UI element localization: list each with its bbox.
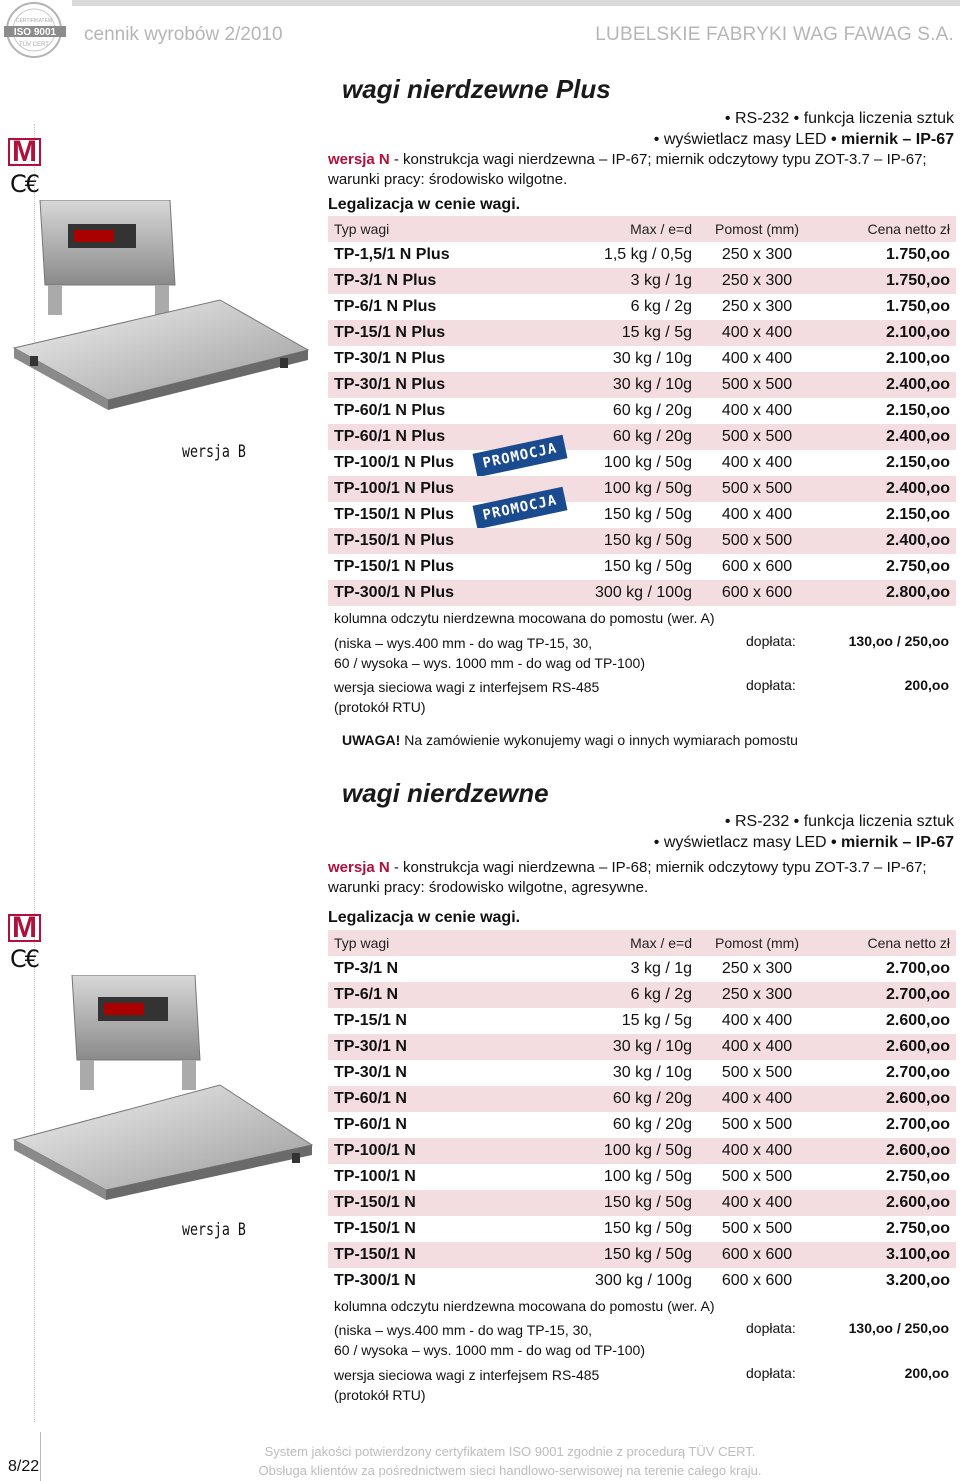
feature-miernik: • miernik – IP-67 xyxy=(831,131,954,148)
note-network xyxy=(334,1365,599,1405)
features-line2 xyxy=(654,131,954,149)
cell-price: 2.400,oo xyxy=(822,372,956,398)
note-line-a: (niska – wys.400 mm - do wag TP-15, 30, xyxy=(334,635,593,651)
cell-platform: 400 x 400 xyxy=(692,1086,822,1112)
header-max: Max / e=d xyxy=(564,216,692,242)
table-row xyxy=(328,372,956,398)
table-row xyxy=(328,242,956,268)
description-text: - konstrukcja wagi nierdzewna – IP-67; miernik odczytowy typu ZOT-3.7 – IP-67; warunki pracy: środowisko wilgotne. xyxy=(328,151,927,188)
cell-price: 1.750,oo xyxy=(885,246,950,263)
cell-platform: 400 x 400 xyxy=(721,506,793,523)
promo-badge: PROMOCJA xyxy=(473,487,568,530)
table-row xyxy=(328,268,956,294)
cell-type: TP-3/1 N xyxy=(334,960,399,977)
header-platform: Pomost (mm) xyxy=(692,216,822,242)
iso-9001-seal-icon xyxy=(0,0,70,60)
note-line-a: wersja sieciowa wagi z interfejsem RS-485 xyxy=(334,1367,600,1383)
cell-type: TP-60/1 N xyxy=(334,1116,407,1133)
type-text: TP-150/1 N Plus xyxy=(334,506,455,523)
cell-price: 2.700,oo xyxy=(885,1064,950,1081)
type-text: TP-100/1 N Plus xyxy=(334,454,455,471)
cell-max: 150 kg / 50g xyxy=(564,1190,692,1216)
table-row xyxy=(328,580,956,606)
cell-type: TP-100/1 N Plus xyxy=(328,476,564,502)
cell-max: 150 kg / 50g xyxy=(603,558,692,575)
legalization-note: Legalizacja w cenie wagi. xyxy=(328,909,521,926)
table-row xyxy=(328,450,956,476)
cell-max: 1,5 kg / 0,5g xyxy=(603,246,692,263)
cell-max: 60 kg / 20g xyxy=(564,424,692,450)
surcharge-price: 200,oo xyxy=(904,677,949,693)
cell-max: 300 kg / 100g xyxy=(595,1272,692,1289)
cell-max: 15 kg / 5g xyxy=(564,320,692,346)
table-row xyxy=(328,294,956,320)
cell-type: TP-150/1 N xyxy=(334,1220,416,1237)
cell-platform: 500 x 500 xyxy=(721,1168,793,1185)
surcharge-price: 200,oo xyxy=(904,1365,949,1381)
cell-price: 1.750,oo xyxy=(822,268,956,294)
iso-line3: TÜV CERT xyxy=(19,42,49,48)
cell-price: 2.700,oo xyxy=(885,1116,950,1133)
cell-platform: 500 x 500 xyxy=(692,424,822,450)
metrology-m-icon: M xyxy=(8,137,36,167)
description-text: - konstrukcja wagi nierdzewna – IP-68; miernik odczytowy typu ZOT-3.7 – IP-67; warunki pracy: środowisko wilgotne, agresywne. xyxy=(328,859,927,896)
cell-type: TP-30/1 N xyxy=(334,1064,407,1081)
cell-platform: 250 x 300 xyxy=(721,960,793,977)
table-row xyxy=(328,1008,956,1034)
cell-platform: 600 x 600 xyxy=(721,558,793,575)
cell-type: TP-3/1 N Plus xyxy=(328,268,564,294)
feature-miernik: • miernik – IP-67 xyxy=(831,834,954,851)
cell-max: 30 kg / 10g xyxy=(564,1034,692,1060)
cell-price: 2.100,oo xyxy=(885,350,950,367)
scale-image xyxy=(10,975,315,1200)
table-row xyxy=(328,1060,956,1086)
cell-type: TP-150/1 N Plus xyxy=(334,558,455,575)
cell-max: 60 kg / 20g xyxy=(612,402,692,419)
note-line-b: 60 / wysoka – wys. 1000 mm - do wag od TP-100) xyxy=(334,655,645,671)
table-row xyxy=(328,502,956,528)
features-line1: • RS-232 • funkcja liczenia sztuk xyxy=(724,813,954,830)
version-b-label: wersja B xyxy=(182,1220,246,1240)
cell-price: 2.700,oo xyxy=(885,960,950,977)
cell-platform: 250 x 300 xyxy=(721,298,793,315)
feature-led: • wyświetlacz masy LED xyxy=(653,834,827,851)
cell-price: 3.100,oo xyxy=(822,1242,956,1268)
cell-price: 2.150,oo xyxy=(885,454,950,471)
cell-type: TP-300/1 N Plus xyxy=(328,580,564,606)
cell-price: 3.200,oo xyxy=(885,1272,950,1289)
cell-price: 2.600,oo xyxy=(822,1086,956,1112)
cell-type: TP-100/1 N xyxy=(328,1138,564,1164)
surcharge-price: 130,oo / 250,oo xyxy=(848,1320,949,1336)
cell-price: 2.150,oo xyxy=(885,402,950,419)
note-column-height xyxy=(334,633,645,673)
cell-platform: 600 x 600 xyxy=(721,1272,793,1289)
cell-max: 30 kg / 10g xyxy=(612,350,692,367)
cell-type: TP-30/1 N xyxy=(328,1034,564,1060)
surcharge-label: dopłata: xyxy=(746,1320,796,1336)
iso-line2: ISO 9001 xyxy=(13,27,57,38)
attention-note xyxy=(342,732,798,748)
cell-type: TP-150/1 N xyxy=(328,1242,564,1268)
cell-price: 2.750,oo xyxy=(885,558,950,575)
cell-platform: 500 x 500 xyxy=(721,1064,793,1081)
ce-mark-icon: C€ xyxy=(10,945,39,973)
cell-platform: 400 x 400 xyxy=(721,350,793,367)
surcharge-label: dopłata: xyxy=(746,677,796,693)
cell-type: TP-60/1 N Plus xyxy=(334,402,446,419)
cell-max: 300 kg / 100g xyxy=(564,580,692,606)
table-row xyxy=(328,424,956,450)
header-price: Cena netto zł xyxy=(822,216,956,242)
surcharge-label: dopłata: xyxy=(746,633,796,649)
cell-platform: 600 x 600 xyxy=(692,580,822,606)
description xyxy=(328,858,954,898)
cell-max: 30 kg / 10g xyxy=(564,372,692,398)
table-row xyxy=(328,1164,956,1190)
cell-platform: 400 x 400 xyxy=(692,1034,822,1060)
table-row xyxy=(328,320,956,346)
cell-max: 150 kg / 50g xyxy=(564,1242,692,1268)
header-platform: Pomost (mm) xyxy=(692,930,822,956)
cell-price: 2.600,oo xyxy=(822,1138,956,1164)
table-row xyxy=(328,528,956,554)
attention-text: Na zamówienie wykonujemy wagi o innych wymiarach pomostu xyxy=(400,732,798,748)
note-line-b: 60 / wysoka – wys. 1000 mm - do wag od TP-100) xyxy=(334,1342,645,1358)
promo-badge: PROMOCJA xyxy=(473,435,568,478)
table-row xyxy=(328,1086,956,1112)
note-line-b: (protokół RTU) xyxy=(334,699,426,715)
attention-label: UWAGA! xyxy=(342,732,401,748)
cell-max: 60 kg / 20g xyxy=(612,1116,692,1133)
cell-max: 100 kg / 50g xyxy=(564,476,692,502)
cell-type xyxy=(328,440,564,476)
legalization-note: Legalizacja w cenie wagi. xyxy=(328,196,521,213)
cell-platform: 250 x 300 xyxy=(692,268,822,294)
cell-platform: 250 x 300 xyxy=(721,246,793,263)
table-row xyxy=(328,1034,956,1060)
cell-price: 2.600,oo xyxy=(822,1190,956,1216)
table-row xyxy=(328,1216,956,1242)
cell-max: 150 kg / 50g xyxy=(603,1220,692,1237)
cell-platform: 500 x 500 xyxy=(692,528,822,554)
cell-platform: 400 x 400 xyxy=(721,454,793,471)
cell-max: 3 kg / 1g xyxy=(564,268,692,294)
cell-type: TP-100/1 N xyxy=(334,1168,416,1185)
cell-type: TP-6/1 N xyxy=(328,982,564,1008)
feature-led: • wyświetlacz masy LED xyxy=(653,131,827,148)
cell-platform: 250 x 300 xyxy=(692,982,822,1008)
section-title: wagi nierdzewne Plus xyxy=(342,74,611,104)
note-line-b: (protokół RTU) xyxy=(334,1387,426,1403)
cell-platform: 400 x 400 xyxy=(692,320,822,346)
table-row xyxy=(328,1138,956,1164)
company-name: LUBELSKIE FABRYKI WAG FAWAG S.A. xyxy=(595,24,954,45)
version-label: wersja N xyxy=(328,151,390,168)
cell-price: 2.150,oo xyxy=(885,506,950,523)
header-price: Cena netto zł xyxy=(822,930,956,956)
footer-service-note: Obsługa klientów za pośrednictwem sieci handlowo-serwisowej na terenie całego kraju. xyxy=(258,1463,762,1478)
metrology-m-icon: M xyxy=(8,913,36,943)
cell-platform: 500 x 500 xyxy=(721,1116,793,1133)
header-max: Max / e=d xyxy=(564,930,692,956)
cell-type: TP-15/1 N xyxy=(334,1012,407,1029)
cell-platform: 400 x 400 xyxy=(721,1012,793,1029)
cell-type xyxy=(328,492,564,528)
table-row xyxy=(328,1268,956,1294)
cell-max: 150 kg / 50g xyxy=(564,528,692,554)
cell-type: TP-150/1 N Plus xyxy=(328,528,564,554)
description xyxy=(328,150,954,190)
cell-price: 2.400,oo xyxy=(822,424,956,450)
cell-max: 150 kg / 50g xyxy=(603,506,692,523)
section-title: wagi nierdzewne xyxy=(342,778,549,808)
features-line2 xyxy=(654,834,954,852)
table-row xyxy=(328,982,956,1008)
table-row xyxy=(328,1112,956,1138)
cell-max: 100 kg / 50g xyxy=(564,1138,692,1164)
version-label: wersja N xyxy=(328,859,390,876)
cell-price: 2.100,oo xyxy=(822,320,956,346)
cell-price: 1.750,oo xyxy=(885,298,950,315)
header-type: Typ wagi xyxy=(328,930,564,956)
scale-image xyxy=(10,200,315,410)
table-row xyxy=(328,1242,956,1268)
table-row xyxy=(328,346,956,372)
cell-price: 2.750,oo xyxy=(885,1168,950,1185)
cell-max: 6 kg / 2g xyxy=(630,298,692,315)
note-column: kolumna odczytu nierdzewna mocowana do pomostu (wer. A) xyxy=(334,610,715,626)
note-line-a: (niska – wys.400 mm - do wag TP-15, 30, xyxy=(334,1322,593,1338)
cell-max: 100 kg / 50g xyxy=(603,1168,692,1185)
cell-platform: 400 x 400 xyxy=(692,1190,822,1216)
page-number: 8/22 xyxy=(8,1458,40,1475)
cell-max: 100 kg / 50g xyxy=(603,454,692,471)
iso-line1: CERTIFIKATEM xyxy=(15,18,53,24)
cell-type: TP-30/1 N Plus xyxy=(328,372,564,398)
surcharge-label: dopłata: xyxy=(746,1365,796,1381)
cell-platform: 600 x 600 xyxy=(692,1242,822,1268)
surcharge-price: 130,oo / 250,oo xyxy=(848,633,949,649)
header-band xyxy=(72,0,960,6)
cell-price: 2.750,oo xyxy=(885,1220,950,1237)
cell-type: TP-15/1 N Plus xyxy=(328,320,564,346)
cell-max: 3 kg / 1g xyxy=(630,960,692,977)
cell-type: TP-6/1 N Plus xyxy=(334,298,437,315)
cell-platform: 400 x 400 xyxy=(692,1138,822,1164)
cell-price: 2.400,oo xyxy=(822,476,956,502)
cell-max: 15 kg / 5g xyxy=(621,1012,692,1029)
cell-type: TP-1,5/1 N Plus xyxy=(334,246,450,263)
table-row xyxy=(328,476,956,502)
price-table xyxy=(328,930,956,1294)
table-row xyxy=(328,956,956,982)
version-b-label: wersja B xyxy=(182,442,246,462)
cell-platform: 400 x 400 xyxy=(721,402,793,419)
note-network xyxy=(334,677,599,717)
ce-mark-icon: C€ xyxy=(10,170,39,198)
cell-max: 60 kg / 20g xyxy=(564,1086,692,1112)
cell-max: 6 kg / 2g xyxy=(564,982,692,1008)
cell-type: TP-150/1 N xyxy=(328,1190,564,1216)
cell-price: 2.700,oo xyxy=(822,982,956,1008)
cell-type: TP-30/1 N Plus xyxy=(334,350,446,367)
table-row xyxy=(328,554,956,580)
cell-platform: 500 x 500 xyxy=(721,1220,793,1237)
cell-price: 2.600,oo xyxy=(822,1034,956,1060)
cell-platform: 500 x 500 xyxy=(692,372,822,398)
cell-type: TP-300/1 N xyxy=(334,1272,416,1289)
table-row xyxy=(328,1190,956,1216)
note-line-a: wersja sieciowa wagi z interfejsem RS-485 xyxy=(334,679,600,695)
features-line1: • RS-232 • funkcja liczenia sztuk xyxy=(724,110,954,127)
cell-platform: 500 x 500 xyxy=(692,476,822,502)
note-column-height xyxy=(334,1320,645,1360)
table-row xyxy=(328,398,956,424)
cell-type: TP-60/1 N Plus xyxy=(328,424,564,450)
cell-price: 2.600,oo xyxy=(885,1012,950,1029)
table-header xyxy=(328,216,956,242)
header-type: Typ wagi xyxy=(328,216,564,242)
cell-type: TP-60/1 N xyxy=(328,1086,564,1112)
note-column: kolumna odczytu nierdzewna mocowana do pomostu (wer. A) xyxy=(334,1298,715,1314)
table-header xyxy=(328,930,956,956)
cell-price: 2.800,oo xyxy=(822,580,956,606)
footer-quality-note: System jakości potwierdzony certyfikatem ISO 9001 zgodnie z procedurą TÜV CERT. xyxy=(264,1444,756,1459)
cell-price: 2.400,oo xyxy=(822,528,956,554)
catalog-title: cennik wyrobów 2/2010 xyxy=(84,24,283,45)
price-table xyxy=(328,216,956,606)
cell-max: 30 kg / 10g xyxy=(612,1064,692,1081)
